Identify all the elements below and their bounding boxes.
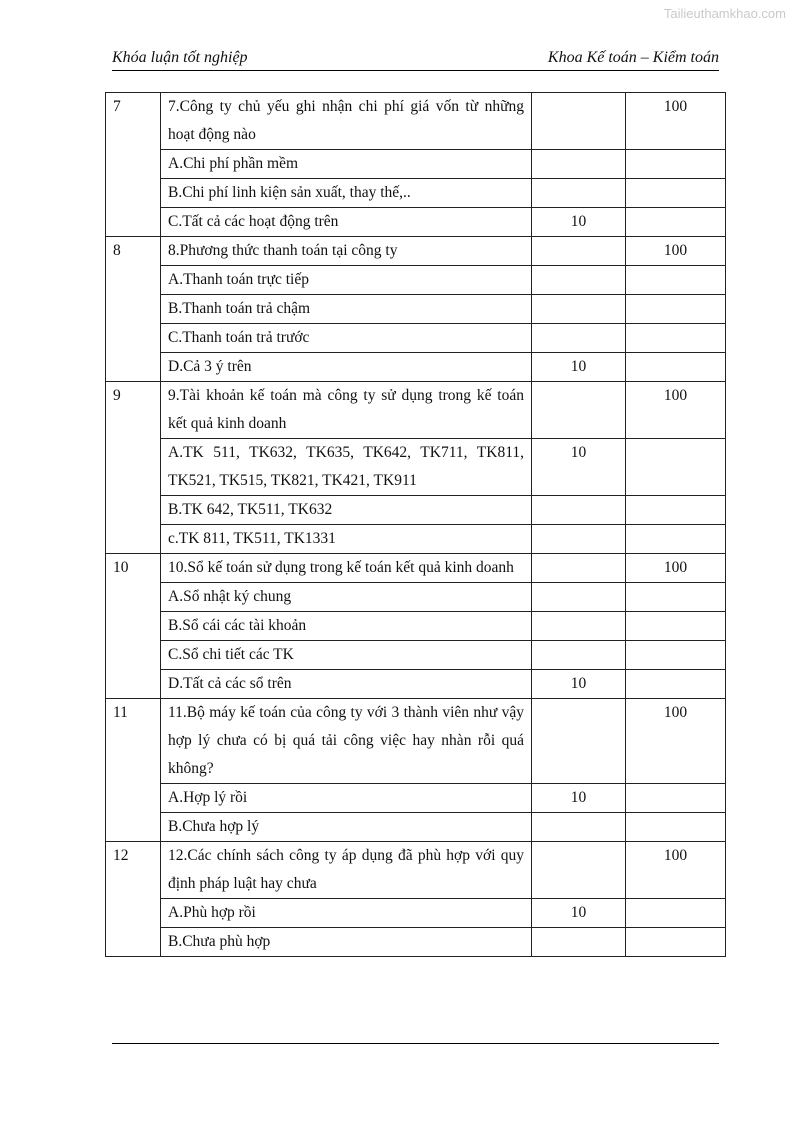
question-row <box>106 554 726 583</box>
option-total-cell <box>626 784 726 813</box>
question-total: 100 <box>626 699 726 784</box>
response-count-cell <box>532 93 626 150</box>
option-total-cell <box>626 813 726 842</box>
option-text: B.Thanh toán trả chậm <box>161 295 532 324</box>
question-number: 9 <box>106 382 161 554</box>
question-total: 100 <box>626 382 726 439</box>
question-number: 10 <box>106 554 161 699</box>
watermark: Tailieuthamkhao.com <box>663 6 786 21</box>
question-number: 7 <box>106 93 161 237</box>
option-count <box>532 612 626 641</box>
question-number: 11 <box>106 699 161 842</box>
question-text: 7.Công ty chủ yếu ghi nhận chi phí giá vốn từ những hoạt động nào <box>161 93 532 150</box>
header-thesis-title: Khóa luận tốt nghiệp <box>112 49 248 66</box>
option-total-cell <box>626 208 726 237</box>
response-count-cell <box>532 842 626 899</box>
header-department: Khoa Kế toán – Kiểm toán <box>547 49 719 66</box>
response-count-cell <box>532 554 626 583</box>
option-count <box>532 179 626 208</box>
option-total-cell <box>626 670 726 699</box>
header-divider <box>112 70 719 71</box>
question-text: 8.Phương thức thanh toán tại công ty <box>161 237 532 266</box>
question-text: 11.Bộ máy kế toán của công ty với 3 thành viên như vậy hợp lý chưa có bị quá tải công việc hay nhàn rỗi quá không? <box>161 699 532 784</box>
option-count: 10 <box>532 353 626 382</box>
option-total-cell <box>626 295 726 324</box>
option-text: A.Chi phí phần mềm <box>161 150 532 179</box>
option-row <box>106 150 726 179</box>
option-count <box>532 324 626 353</box>
question-number: 8 <box>106 237 161 382</box>
option-row <box>106 208 726 237</box>
option-text: B.TK 642, TK511, TK632 <box>161 496 532 525</box>
option-row <box>106 179 726 208</box>
question-row <box>106 382 726 439</box>
option-row <box>106 928 726 957</box>
option-text: A.Hợp lý rồi <box>161 784 532 813</box>
option-total-cell <box>626 928 726 957</box>
option-total-cell <box>626 612 726 641</box>
option-text: B.Chi phí linh kiện sản xuất, thay thế,.. <box>161 179 532 208</box>
option-total-cell <box>626 353 726 382</box>
option-count <box>532 583 626 612</box>
option-count: 10 <box>532 670 626 699</box>
question-text: 9.Tài khoản kế toán mà công ty sử dụng trong kế toán kết quả kinh doanh <box>161 382 532 439</box>
response-count-cell <box>532 237 626 266</box>
option-text: D.Tất cả các sổ trên <box>161 670 532 699</box>
option-count: 10 <box>532 208 626 237</box>
option-row <box>106 641 726 670</box>
option-row <box>106 295 726 324</box>
option-total-cell <box>626 179 726 208</box>
option-row <box>106 496 726 525</box>
option-text: C.Thanh toán trả trước <box>161 324 532 353</box>
option-count <box>532 641 626 670</box>
question-text: 12.Các chính sách công ty áp dụng đã phù hợp với quy định pháp luật hay chưa <box>161 842 532 899</box>
option-row <box>106 266 726 295</box>
option-row <box>106 784 726 813</box>
option-text: c.TK 811, TK511, TK1331 <box>161 525 532 554</box>
response-count-cell <box>532 699 626 784</box>
option-row <box>106 670 726 699</box>
option-count <box>532 525 626 554</box>
option-total-cell <box>626 525 726 554</box>
option-count <box>532 496 626 525</box>
question-total: 100 <box>626 842 726 899</box>
option-count: 10 <box>532 784 626 813</box>
option-text: B.Sổ cái các tài khoản <box>161 612 532 641</box>
option-row <box>106 353 726 382</box>
option-count <box>532 150 626 179</box>
option-text: C.Tất cả các hoạt động trên <box>161 208 532 237</box>
option-total-cell <box>626 324 726 353</box>
option-text: A.Thanh toán trực tiếp <box>161 266 532 295</box>
option-row <box>106 899 726 928</box>
option-count <box>532 266 626 295</box>
option-text: A.Phù hợp rồi <box>161 899 532 928</box>
question-total: 100 <box>626 237 726 266</box>
question-total: 100 <box>626 93 726 150</box>
question-row <box>106 93 726 150</box>
question-number: 12 <box>106 842 161 957</box>
option-count <box>532 813 626 842</box>
option-row <box>106 525 726 554</box>
option-text: A.TK 511, TK632, TK635, TK642, TK711, TK811, TK521, TK515, TK821, TK421, TK911 <box>161 439 532 496</box>
page-header <box>112 49 719 69</box>
option-text: A.Sổ nhật ký chung <box>161 583 532 612</box>
option-total-cell <box>626 150 726 179</box>
question-row <box>106 237 726 266</box>
response-count-cell <box>532 382 626 439</box>
option-total-cell <box>626 496 726 525</box>
footer-divider <box>112 1043 719 1044</box>
option-count: 10 <box>532 439 626 496</box>
option-row <box>106 439 726 496</box>
survey-table <box>105 92 726 957</box>
option-text: B.Chưa hợp lý <box>161 813 532 842</box>
option-count: 10 <box>532 899 626 928</box>
question-row <box>106 842 726 899</box>
option-row <box>106 813 726 842</box>
question-total: 100 <box>626 554 726 583</box>
option-row <box>106 612 726 641</box>
option-total-cell <box>626 583 726 612</box>
option-text: B.Chưa phù hợp <box>161 928 532 957</box>
option-count <box>532 928 626 957</box>
option-row <box>106 583 726 612</box>
option-count <box>532 295 626 324</box>
option-total-cell <box>626 266 726 295</box>
option-total-cell <box>626 641 726 670</box>
option-text: D.Cả 3 ý trên <box>161 353 532 382</box>
option-row <box>106 324 726 353</box>
survey-table-body <box>106 93 726 957</box>
question-row <box>106 699 726 784</box>
option-total-cell <box>626 899 726 928</box>
option-total-cell <box>626 439 726 496</box>
option-text: C.Sổ chi tiết các TK <box>161 641 532 670</box>
question-text: 10.Sổ kế toán sử dụng trong kế toán kết quả kinh doanh <box>161 554 532 583</box>
